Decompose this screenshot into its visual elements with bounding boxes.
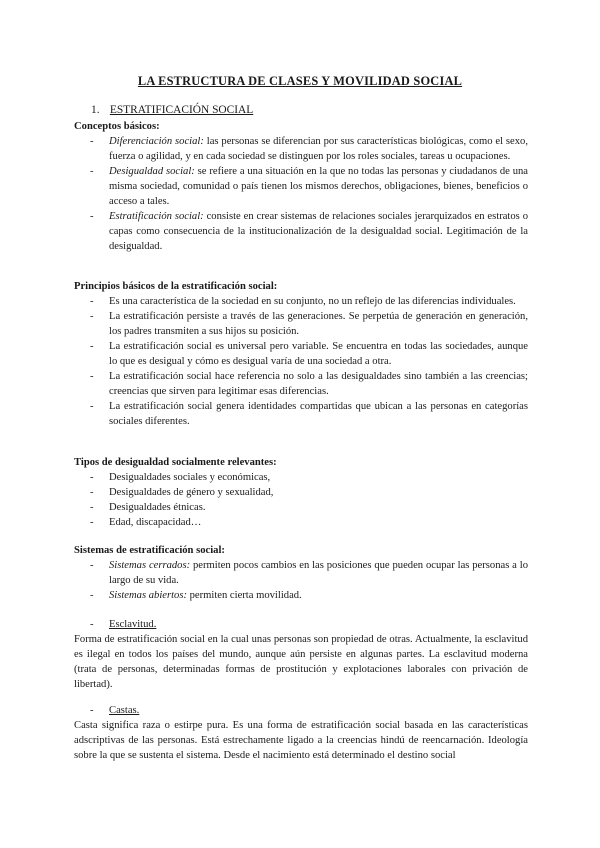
conceptos-list (74, 134, 528, 254)
esclavitud-paragraph: Forma de estratificación social en la cual unas personas son propiedad de otras. Actualmente, la esclavitud es ilegal en todos los países del mundo, aunque aún persiste en algunas partes. La esclavitud moderna (trata de personas, determinadas formas de prostitución y explotaciones laborales con privación de libertad). (74, 634, 528, 690)
principios-block (74, 279, 528, 429)
tipos-heading: Tipos de desigualdad socialmente relevantes: (74, 457, 277, 468)
definition: se refiere a una situación en la que no todas las personas y ciudadanos de una misma sociedad, comunidad o país tienen los mismos derechos, obligaciones, bienes, beneficios o acceso a tales. (109, 166, 529, 207)
list-item (74, 209, 528, 254)
tipos-block (74, 455, 528, 530)
list-item: - La estratificación persiste a través de las generaciones. Se perpetúa de generación en generación, los padres transmiten a sus hijos su posición. (74, 309, 528, 339)
esclavitud-label-list (74, 617, 528, 632)
term: Desigualdad social: (109, 166, 195, 177)
section-heading (91, 104, 253, 116)
term: Estratificación social: (109, 211, 204, 222)
list-item (74, 558, 528, 588)
castas-paragraph: Casta significa raza o estirpe pura. Es una forma de estratificación social basada en las características adscriptivas de las personas. Está estrechamente ligado a la creencias hindú de reencarnación. Ideología sobre la que se sustenta el sistema. Desde el nacimiento está determinado el destino social (74, 720, 528, 761)
list-item: - Desigualdades sociales y económicas, (74, 470, 528, 485)
list-item: - La estratificación social es universal pero variable. Se encuentra en todas las sociedades, aunque lo que es desigual y cómo es desigual varía de una sociedad a otra. (74, 339, 528, 369)
document-title: LA ESTRUCTURA DE CLASES Y MOVILIDAD SOCIAL (137, 74, 463, 88)
list-item: - Es una característica de la sociedad en su conjunto, no un reflejo de las diferencias individuales. (74, 294, 528, 309)
list-item: - La estratificación social genera identidades compartidas que ubican a las personas en categorías sociales diferentes. (74, 399, 528, 429)
esclavitud-label: Esclavitud. (109, 619, 157, 630)
castas-label-list (74, 703, 528, 718)
list-item: - Desigualdades étnicas. (74, 500, 528, 515)
castas-label: Castas. (109, 705, 140, 716)
definition: consiste en crear sistemas de relaciones sociales jerarquizados en estratos o capas como consecuencia de la institucionalización de la desigualdad social. Legitimación de la desigualdad. (109, 211, 528, 252)
list-item (74, 164, 528, 209)
sistemas-list (74, 558, 528, 603)
list-item (74, 703, 528, 718)
term: Diferenciación social: (109, 136, 204, 147)
principios-list (74, 294, 528, 429)
sistemas-heading: Sistemas de estratificación social: (74, 545, 225, 556)
list-item: - Desigualdades de género y sexualidad, (74, 485, 528, 500)
section-number: 1. (91, 104, 100, 116)
sistemas-block (74, 543, 528, 603)
conceptos-block (74, 119, 528, 254)
castas-block (74, 703, 528, 763)
section-title: ESTRATIFICACIÓN SOCIAL (109, 104, 254, 116)
tipos-list (74, 470, 528, 530)
definition: permiten pocos cambios en las posiciones que pueden ocupar las personas a lo largo de su vida. (109, 560, 528, 586)
definition: permiten cierta movilidad. (186, 590, 302, 601)
list-item (74, 134, 528, 164)
esclavitud-block (74, 617, 528, 692)
term: Sistemas abiertos: (109, 590, 187, 601)
principios-heading: Principios básicos de la estratificación social: (74, 281, 278, 292)
list-item: - La estratificación social hace referencia no solo a las desigualdades sino también a las creencias; creencias que sirven para legitimar esas diferencias. (74, 369, 528, 399)
list-item: - Edad, discapacidad… (74, 515, 528, 530)
term: Sistemas cerrados: (109, 560, 191, 571)
list-item (74, 617, 528, 632)
definition: las personas se diferencian por sus características biológicas, como el sexo, fuerza o agilidad, y en cada sociedad se distinguen por los roles sociales, tareas u ocupaciones. (109, 136, 528, 162)
conceptos-heading: Conceptos básicos: (74, 121, 160, 132)
list-item (74, 588, 528, 603)
